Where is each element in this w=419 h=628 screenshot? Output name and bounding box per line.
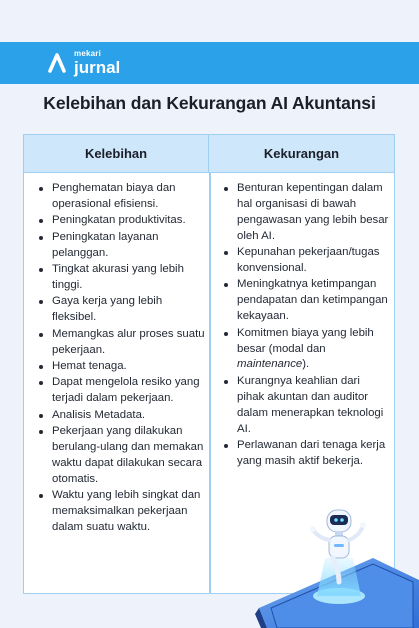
item-italic-text: maintenance (237, 358, 303, 371)
list-item: Peningkatan produktivitas. (35, 213, 205, 229)
list-item: Tingkat akurasi yang lebih tinggi. (35, 262, 205, 294)
jurnal-logo-icon (47, 52, 67, 74)
logo-brand-small: mekari (74, 49, 101, 58)
list-item: Benturan kepentingan dalam hal organisasi di bawah pengawasan yang lebih besar oleh AI. (220, 181, 390, 245)
list-item: Hemat tenaga. (35, 359, 205, 375)
item-text-end: ). (302, 358, 310, 371)
list-item: Gaya kerja yang lebih fleksibel. (35, 294, 205, 326)
list-item: Memangkas alur proses suatu pekerjaan. (35, 327, 205, 359)
header-kekurangan: Kekurangan (263, 146, 340, 161)
header-kelebihan: Kelebihan (24, 135, 209, 172)
kelebihan-list (35, 181, 205, 536)
logo-brand-big: jurnal (74, 58, 121, 77)
list-item: Dapat mengelola resiko yang terjadi dalam pekerjaan. (35, 375, 205, 407)
list-item: Penghematan biaya dan operasional efisiensi. (35, 181, 205, 213)
list-item: Kepunahan pekerjaan/tugas konvensional. (220, 245, 390, 277)
table-header (24, 135, 394, 173)
list-item: Perlawanan dari tenaga kerja yang masih aktif bekerja. (220, 438, 390, 470)
list-item: Peningkatan layanan pelanggan. (35, 230, 205, 262)
list-item: Kurangnya keahlian dari pihak akuntan dan auditor dalam menerapkan teknologi AI. (220, 374, 390, 438)
page-title: Kelebihan dan Kekurangan AI Akuntansi (43, 93, 376, 113)
kekurangan-list (220, 181, 390, 470)
list-item: Pekerjaan yang dilakukan berulang-ulang dan memakan waktu dapat dilakukan secara otomatis. (35, 424, 205, 488)
column-divider (209, 173, 211, 593)
list-item: Meningkatnya ketimpangan pendapatan dan ketimpangan kekayaan. (220, 277, 390, 325)
robot-phone-illustration (255, 500, 419, 628)
list-item (220, 326, 390, 374)
list-item: Waktu yang lebih singkat dan memaksimalkan pekerjaan dalam suatu waktu. (35, 488, 205, 536)
brand-header (0, 42, 419, 84)
mekari-jurnal-logo[interactable] (47, 42, 120, 84)
list-item: Analisis Metadata. (35, 408, 205, 424)
item-text: Komitmen biaya yang lebih besar (modal dan (237, 326, 374, 355)
